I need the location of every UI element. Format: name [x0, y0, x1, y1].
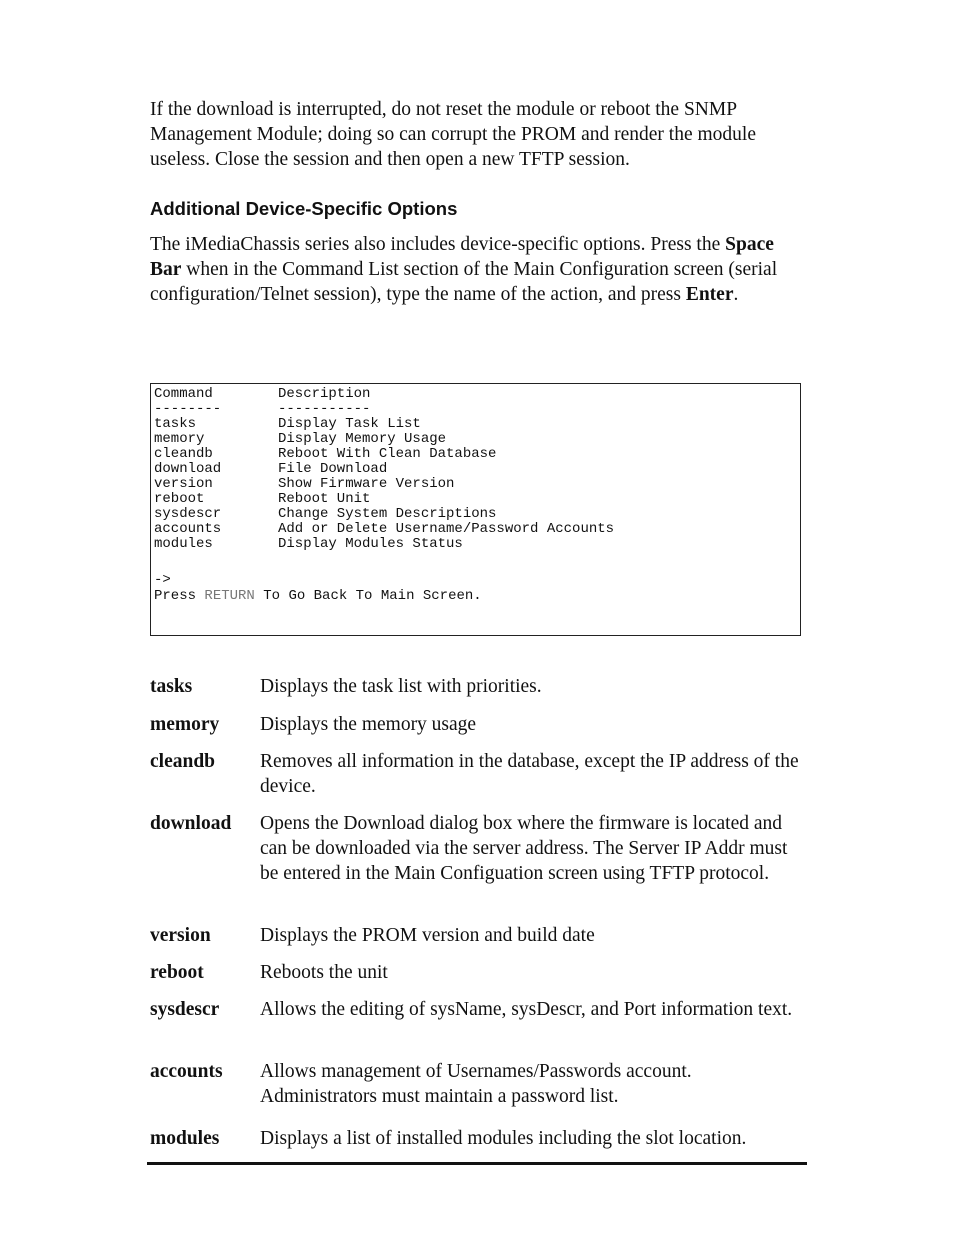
footer-text-pre: Press	[154, 588, 205, 604]
option-term: reboot	[150, 962, 204, 983]
terminal-command-row	[154, 417, 421, 432]
terminal-command: accounts	[154, 521, 222, 537]
terminal-command: version	[154, 476, 213, 492]
terminal-command: memory	[154, 431, 205, 447]
terminal-screenshot	[150, 383, 801, 636]
return-key-label: RETURN	[204, 588, 255, 604]
terminal-command: sysdescr	[154, 506, 222, 522]
option-definition: Allows the editing of sysName, sysDescr, and Port information text.	[260, 999, 793, 1020]
command-column-header: Command	[154, 386, 213, 402]
terminal-command-description: Reboot Unit	[278, 491, 371, 507]
terminal-command-row	[154, 477, 454, 492]
terminal-command-description: Change System Descriptions	[278, 506, 497, 522]
terminal-command-row	[154, 492, 370, 507]
terminal-command-row	[154, 462, 387, 477]
command-separator: --------	[154, 401, 222, 417]
description-column-header: Description	[278, 386, 371, 402]
terminal-command-row	[154, 432, 446, 447]
footer-text-post: To Go Back To Main Screen.	[254, 588, 482, 604]
terminal-command-row	[154, 522, 614, 537]
section-heading: Additional Device-Specific Options	[150, 198, 458, 219]
option-term: download	[150, 813, 232, 834]
terminal-footer	[154, 589, 482, 604]
option-term: tasks	[150, 676, 193, 697]
footer-rule	[147, 1162, 807, 1165]
option-definition: Displays a list of installed modules including the slot location.	[260, 1128, 747, 1149]
enter-key: Enter	[685, 284, 734, 305]
option-term: modules	[150, 1128, 220, 1149]
terminal-command-description: Add or Delete Username/Password Accounts	[278, 521, 615, 537]
option-definition: Opens the Download dialog box where the firmware is located and can be downloaded via the server address. The Server IP Addr must be entered in the Main Configuation screen using TFTP protocol.	[260, 813, 788, 884]
description-text-1: The iMediaChassis series also includes device-specific options. Press the	[150, 234, 726, 255]
option-term: accounts	[150, 1061, 223, 1082]
description-separator: -----------	[278, 401, 371, 417]
space-bar-key: Space Bar	[150, 234, 774, 280]
intro-paragraph: If the download is interrupted, do not reset the module or reboot the SNMP Management Module; doing so can corrupt the PROM and render the module useless. Close the session and then open a new TFTP session.	[150, 99, 756, 170]
terminal-command: cleandb	[154, 446, 213, 462]
description-text-2: when in the Command List section of the Main Configuration screen (serial configuration/Telnet session), type the name of the action, and press	[150, 259, 778, 305]
terminal-command: tasks	[154, 416, 197, 432]
terminal-command-row	[154, 537, 463, 552]
option-term: memory	[150, 714, 220, 735]
description-paragraph	[150, 232, 810, 307]
terminal-command-description: Reboot With Clean Database	[278, 446, 497, 462]
option-definition: Displays the task list with priorities.	[260, 676, 542, 697]
terminal-prompt: ->	[154, 572, 171, 588]
terminal-command-description: Display Task List	[278, 416, 421, 432]
terminal-command-description: Display Modules Status	[278, 536, 463, 552]
option-term: sysdescr	[150, 999, 220, 1020]
terminal-command-row	[154, 507, 496, 522]
terminal-command: modules	[154, 536, 213, 552]
terminal-command-description: File Download	[278, 461, 388, 477]
option-definition: Displays the PROM version and build date	[260, 925, 595, 946]
terminal-header-row	[154, 387, 370, 402]
option-definition: Allows management of Usernames/Passwords account. Administrators must maintain a password list.	[260, 1061, 692, 1107]
terminal-command-row	[154, 447, 496, 462]
terminal-separator-row	[154, 402, 370, 417]
terminal-command-description: Display Memory Usage	[278, 431, 447, 447]
option-definition: Reboots the unit	[260, 962, 388, 983]
option-definition: Displays the memory usage	[260, 714, 477, 735]
description-text-3: .	[733, 284, 739, 305]
terminal-command: download	[154, 461, 222, 477]
option-definition: Removes all information in the database, except the IP address of the device.	[260, 751, 799, 797]
terminal-command-description: Show Firmware Version	[278, 476, 455, 492]
terminal-command: reboot	[154, 491, 205, 507]
option-term: cleandb	[150, 751, 216, 772]
option-term: version	[150, 925, 211, 946]
